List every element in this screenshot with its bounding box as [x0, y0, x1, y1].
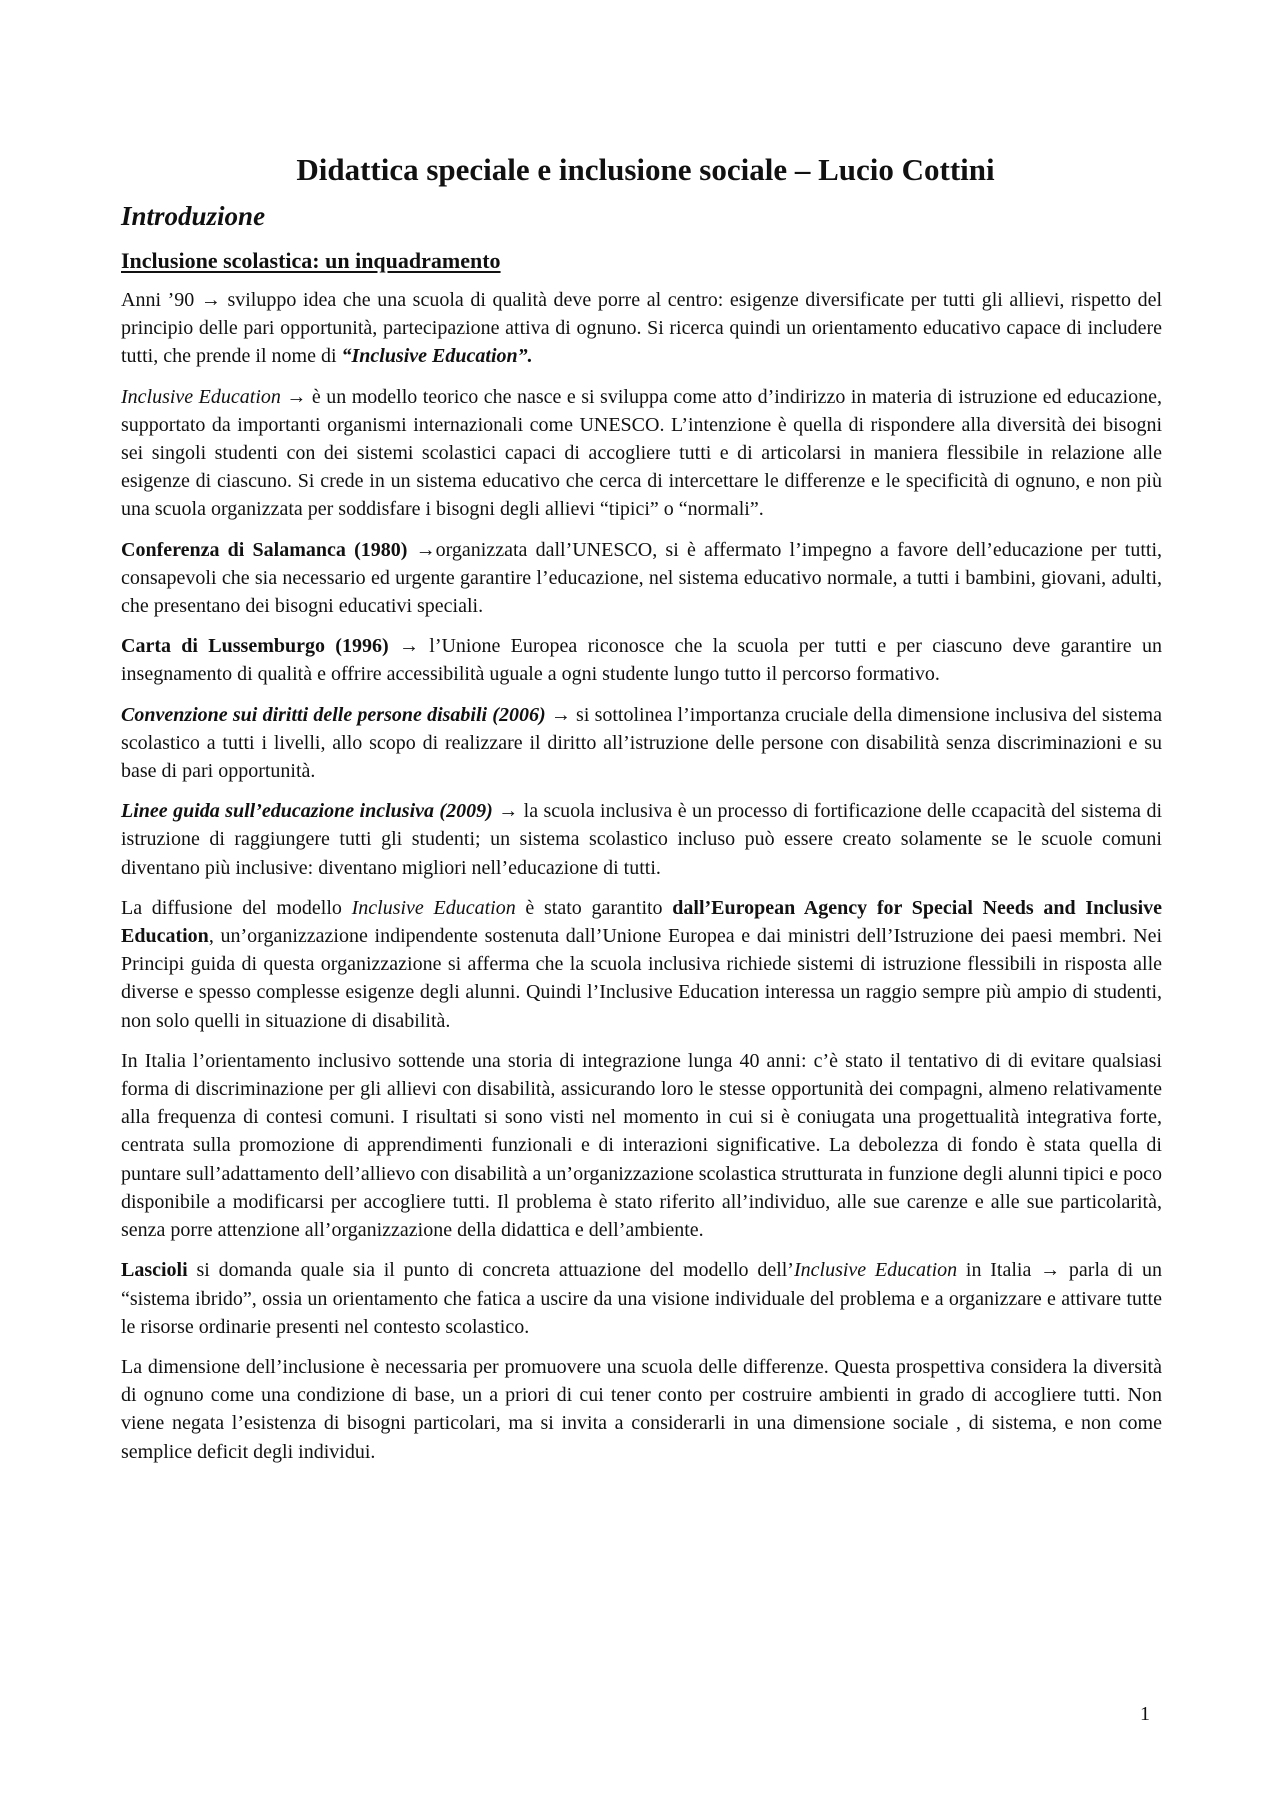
emphasis-run: Inclusive Education	[121, 385, 281, 408]
emphasis-run: Convenzione sui diritti delle persone disabili (2006)	[121, 703, 546, 726]
text-run: si domanda quale sia il punto di concreta attuazione del modello dell’	[187, 1259, 794, 1282]
emphasis-run: Inclusive Education	[351, 896, 516, 919]
text-run: La dimensione dell’inclusione è necessaria per promuovere una scuola delle differenze. Questa prospettiva considera la diversità di ognuno come una condizione di base, un a priori di cui tener conto per costruire ambienti in grado di accogliere tutti. Non viene negata l’esistenza di bisogni particolari, ma si invita a considerarli in una dimensione sociale , di sistema, e non come semplice deficit degli individui.	[121, 1355, 1162, 1463]
text-run: → l’Unione Europea riconosce che la scuola per tutti e per ciascuno deve garantire un insegnamento di qualità e offrire accessibilità uguale a ogni studente lungo tutto il percorso formativo.	[121, 635, 1162, 686]
emphasis-run: Conferenza di Salamanca (1980)	[121, 538, 408, 561]
document-title: Didattica speciale e inclusione sociale – Lucio Cottini	[296, 152, 995, 187]
emphasis-run: “Inclusive Education”.	[341, 345, 533, 368]
emphasis-run: Linee guida sull’educazione inclusiva (2009)	[121, 800, 493, 823]
text-run: → è un modello teorico che nasce e si sviluppa come atto d’indirizzo in materia di istruzione ed educazione, supportato da importanti organismi internazionali come UNESCO. L’intenzione è quella di rispondere alla diversità dei bisogni sei singoli studenti con dei sistemi scolastici capaci di accogliere tutti e di articolarsi in maniera flessibile in relazione alle esigenze di ciascuno. Si crede in un sistema educativo che cerca di intercettare le differenze e le specificità di ognuno, e non più una scuola organizzata per soddisfare i bisogni degli allievi “tipici” o “normali”.	[121, 385, 1162, 521]
paragraph	[121, 383, 1162, 524]
emphasis-run: Carta di Lussemburgo (1996)	[121, 635, 389, 658]
paragraph	[121, 894, 1162, 1035]
page-number: 1	[1140, 1703, 1150, 1725]
paragraph	[121, 536, 1162, 621]
text-run: → si sottolinea l’importanza cruciale della dimensione inclusiva del sistema scolastico a tutti i livelli, allo scopo di realizzare il diritto all’istruzione delle persone con disabilità senza discriminazioni e su base di pari opportunità.	[121, 703, 1162, 783]
emphasis-run: dall’European Agency for Special Needs and Inclusive Education	[121, 896, 1162, 948]
subsection-heading: Inclusione scolastica: un inquadramento	[121, 248, 501, 273]
paragraph	[121, 1256, 1162, 1341]
text-run: in Italia → parla di un “sistema ibrido”, ossia un orientamento che fatica a uscire da una visione individuale del problema e a organizzare e attivare tutte le risorse ordinarie presenti nel contesto scolastico.	[121, 1259, 1163, 1338]
text-run: Anni ’90 → sviluppo idea che una scuola di qualità deve porre al centro: esigenze diversificate per tutti gli allievi, rispetto del principio delle pari opportunità, partecipazione attiva di ognuno. Si ricerca quindi un orientamento educativo capace di includere tutti, che prende il nome di	[121, 289, 1162, 368]
text-run: è stato garantito	[515, 896, 673, 919]
emphasis-run: Lascioli	[121, 1259, 188, 1282]
paragraph	[121, 1353, 1162, 1466]
document-page	[121, 150, 1162, 1478]
paragraph	[121, 797, 1162, 882]
text-run: In Italia l’orientamento inclusivo sottende una storia di integrazione lunga 40 anni: c’è stato il tentativo di di evitare qualsiasi forma di discriminazione per gli allievi con disabilità, assicurando loro le stesse opportunità dei compagni, almeno relativamente alla frequenza di contesi comuni. I risultati si sono visti nel momento in cui si è coniugata una progettualità integrativa forte, centrata sulla promozione di apprendimenti funzionali e di interazioni significative. La debolezza di fondo è stata quella di puntare sull’adattamento dell’allievo con disabilità a un’organizzazione scolastica strutturata in funzione degli alunni tipici e poco disponibile a modificarsi per accogliere tutti. Il problema è stato riferito all’individuo, alle sue carenze e alle sue particolarità, senza porre attenzione all’organizzazione della didattica e dell’ambiente.	[121, 1049, 1162, 1242]
text-run: La diffusione del modello	[121, 896, 352, 919]
paragraph	[121, 632, 1162, 688]
paragraph	[121, 286, 1162, 371]
emphasis-run: Inclusive Education	[793, 1259, 958, 1282]
section-heading: Introduzione	[121, 201, 266, 231]
paragraph	[121, 701, 1162, 786]
text-run: →organizzata dall’UNESCO, si è affermato l’impegno a favore dell’educazione per tutti, consapevoli che sia necessario ed urgente garantire l’educazione, nel sistema educativo normale, a tutti i bambini, giovani, adulti, che presentano dei bisogni educativi speciali.	[121, 538, 1162, 618]
paragraph	[121, 1047, 1162, 1244]
text-run: , un’organizzazione indipendente sostenuta dall’Unione Europea e dai ministri dell’Istruzione dei paesi membri. Nei Principi guida di questa organizzazione si afferma che la scuola inclusiva richiede sistemi di istruzione flessibili in risposta alle diverse e spesso complesse esigenze degli alunni. Quindi l’Inclusive Education interessa un raggio sempre più ampio di studenti, non solo quelli in situazione di disabilità.	[121, 925, 1162, 1032]
text-run: → la scuola inclusiva è un processo di fortificazione delle ccapacità del sistema di istruzione di raggiungere tutti gli studenti; un sistema scolastico incluso può essere creato solamente se le scuole comuni diventano più inclusive: diventano migliori nell’educazione di tutti.	[121, 800, 1163, 879]
